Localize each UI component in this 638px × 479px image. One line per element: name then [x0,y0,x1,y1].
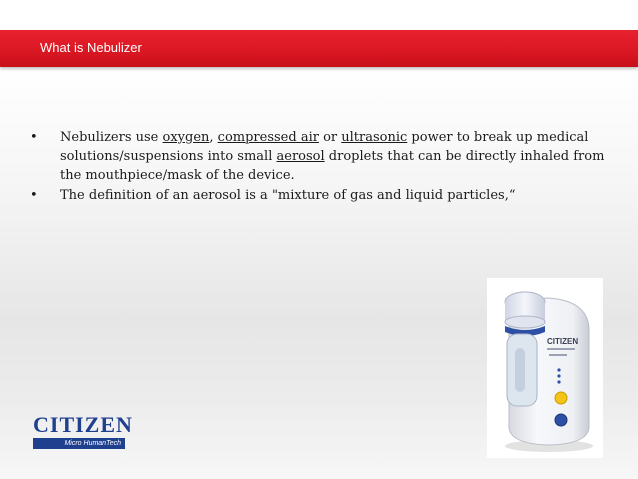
device-brand-label: CITIZEN [547,337,579,346]
title-bar [0,30,638,67]
nebulizer-illustration [487,278,603,458]
bullet-text-segment: power to break up medical solutions/suspensions into small [60,130,589,164]
bullet-list [30,128,610,206]
citizen-logo [33,412,133,449]
nebulizer-device-image [487,278,603,458]
link-aerosol[interactable]: aerosol [276,149,325,164]
bullet-text-segment: Nebulizers use [60,130,163,145]
bullet-text-segment: , [209,130,218,145]
bullet-item-1 [30,128,610,185]
link-oxygen[interactable]: oxygen [162,130,210,145]
bullet-item-2 [30,186,610,205]
slide-title: What is Nebulizer [40,40,142,55]
bullet-text-segment: droplets that can be directly inhaled from the mouthpiece/mask of the device. [60,149,605,183]
link-ultrasonic[interactable]: ultrasonic [341,130,408,145]
bullet-marker: • [30,188,38,203]
logo-wordmark: CITIZEN [33,412,133,437]
bullet-text-segment: The definition of an aerosol is a "mixture of gas and liquid particles,“ [60,188,516,203]
link-compressed-air[interactable]: compressed air [217,130,319,145]
bullet-text-segment: or [318,130,342,145]
logo-tagline: Micro HumanTech [33,438,125,449]
bullet-marker: • [30,130,38,145]
